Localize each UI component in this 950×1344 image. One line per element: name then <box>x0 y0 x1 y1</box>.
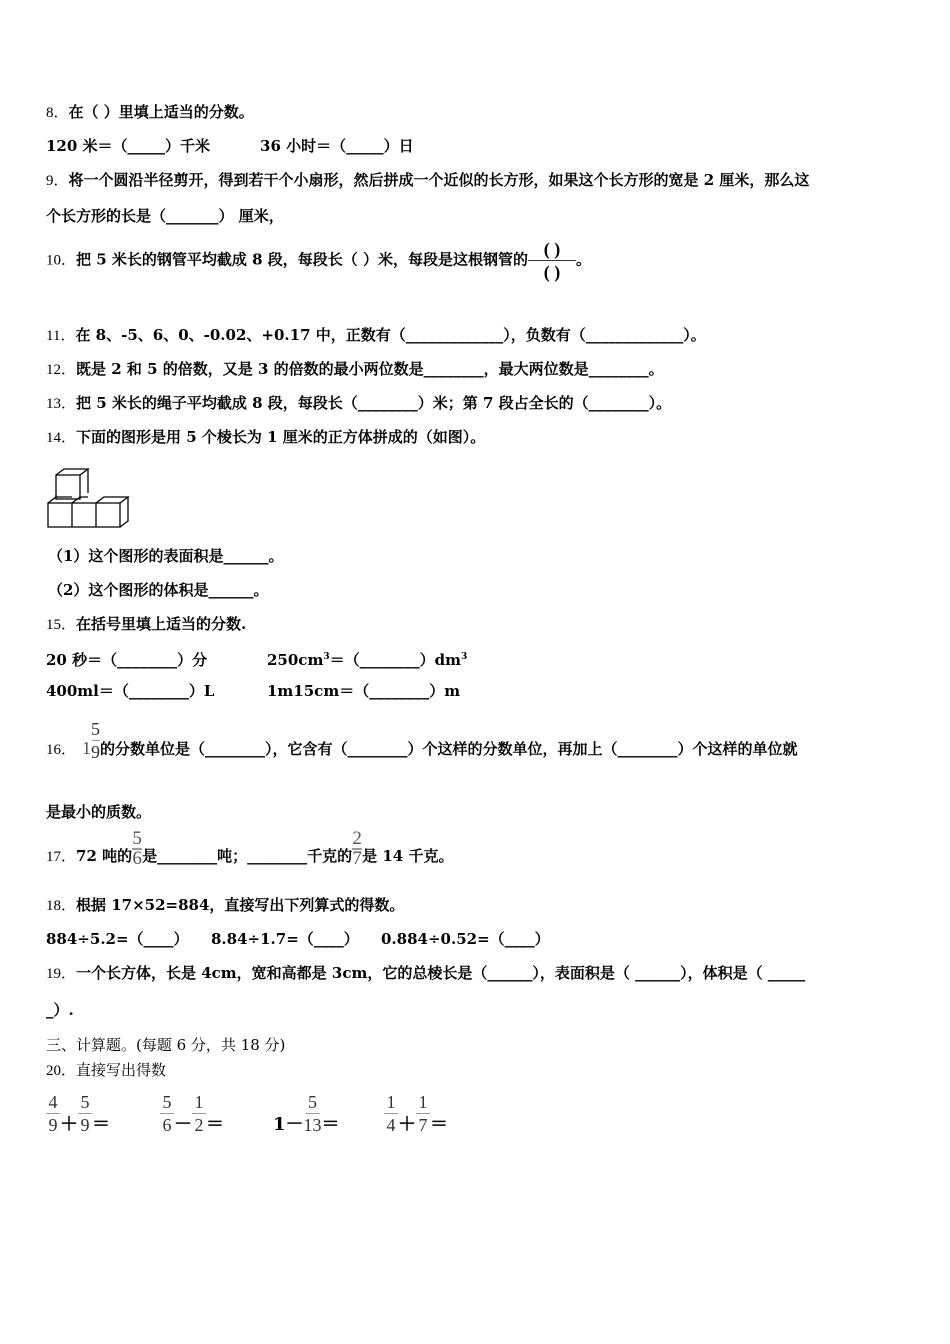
fraction: $\frac{5}{6}$ <box>160 1093 174 1134</box>
question-13: 13．把 5 米长的绳子平均截成 8 段，每段长（________）米；第 7 段占全长的（________）。 <box>46 394 672 412</box>
fraction: $\frac{1}{7}$ <box>416 1093 430 1134</box>
expression-2: $\frac{5}{6}$ － $\frac{1}{2}$ ＝ <box>160 1093 224 1134</box>
question-19-line2: _）. <box>46 1001 74 1019</box>
question-14-part2: （2）这个图形的体积是______。 <box>48 581 269 599</box>
fraction: $\frac{5}{9}$ <box>78 1093 92 1134</box>
mixed-fraction: $\frac{5}{9}$ <box>91 718 101 762</box>
question-14-part1: （1）这个图形的表面积是______。 <box>48 547 284 565</box>
fraction: $\frac{1}{2}$ <box>192 1093 206 1134</box>
question-15-row1: 20 秒＝（________）分 $250cm^3=(\_\_\_\_\_\_\_\_)dm^3$ <box>46 651 468 669</box>
question-19: 19．一个长方体，长是 4cm，宽和高都是 3cm，它的总棱长是（______），表面积是（ ______），体积是（ _____ <box>46 964 806 982</box>
question-11: 11．在 8、-5、6、0、-0.02、+0.17 中，正数有（_____________），负数有（_____________）。 <box>46 326 706 344</box>
question-18-items: 884÷5.2=（____） 8.84÷1.7=（____） 0.884÷0.52=（____） <box>46 930 550 948</box>
question-8: 8．在（ ）里填上适当的分数。 <box>46 103 254 121</box>
question-14: 14．下面的图形是用 5 个棱长为 1 厘米的正方体拼成的（如图）。 <box>46 428 486 446</box>
fraction: $\frac{2}{7}$ <box>352 828 362 869</box>
cubes-figure <box>46 463 138 531</box>
expression-3: 1－ $\frac{5}{13}$ ＝ <box>273 1092 340 1135</box>
question-16-line2: 是最小的质数。 <box>46 803 152 821</box>
section-3-heading: 三、计算题。(每题 6 分，共 18 分) <box>46 1036 286 1054</box>
fraction: $\frac{4}{9}$ <box>46 1093 60 1134</box>
fraction: $\frac{5}{6}$ <box>132 828 142 869</box>
question-9: 9．将一个圆沿半径剪开，得到若干个小扇形，然后拼成一个近似的长方形，如果这个长方形的宽是 2 厘米，那么这 <box>46 171 810 189</box>
question-15: 15．在括号里填上适当的分数. <box>46 615 247 633</box>
question-8-items: 120 米＝（_____）千米 36 小时＝（_____）日 <box>46 137 414 155</box>
expression-1: $\frac{4}{9}$ ＋ $\frac{5}{9}$ ＝ <box>46 1093 110 1134</box>
fraction: $\frac{5}{13}$ <box>303 1092 322 1135</box>
question-16: 16． 1 $\frac{5}{9}$ 的分数单位是（________），它含有（________）个这样的分数单位，再加上（________）个这样的单位就 <box>46 718 798 762</box>
question-10: 10．把 5 米长的钢管平均截成 8 段，每段长（ ）米，每段是这根钢管的 $\frac{( )}{( )}$ 。 <box>46 239 592 282</box>
question-12: 12．既是 2 和 5 的倍数，又是 3 的倍数的最小两位数是________，最大两位数是________。 <box>46 360 664 378</box>
question-17: 17．72 吨的 $\frac{5}{6}$ 是________吨；________千克的 $\frac{2}{7}$ 是 14 千克。 <box>46 828 454 869</box>
question-15-row2: 400ml＝（________）L 1m15cm＝（________）m <box>46 682 461 700</box>
fraction: $\frac{1}{4}$ <box>384 1093 398 1134</box>
question-9-line2: 个长方形的长是（_______） 厘米， <box>46 207 284 225</box>
expression-4: $\frac{1}{4}$ ＋ $\frac{1}{7}$ ＝ <box>384 1093 448 1134</box>
question-20: 20．直接写出得数 <box>46 1061 167 1079</box>
blank-fraction: $\frac{( )}{( )}$ <box>528 240 576 281</box>
question-18: 18．根据 17×52=884，直接写出下列算式的得数。 <box>46 896 405 914</box>
